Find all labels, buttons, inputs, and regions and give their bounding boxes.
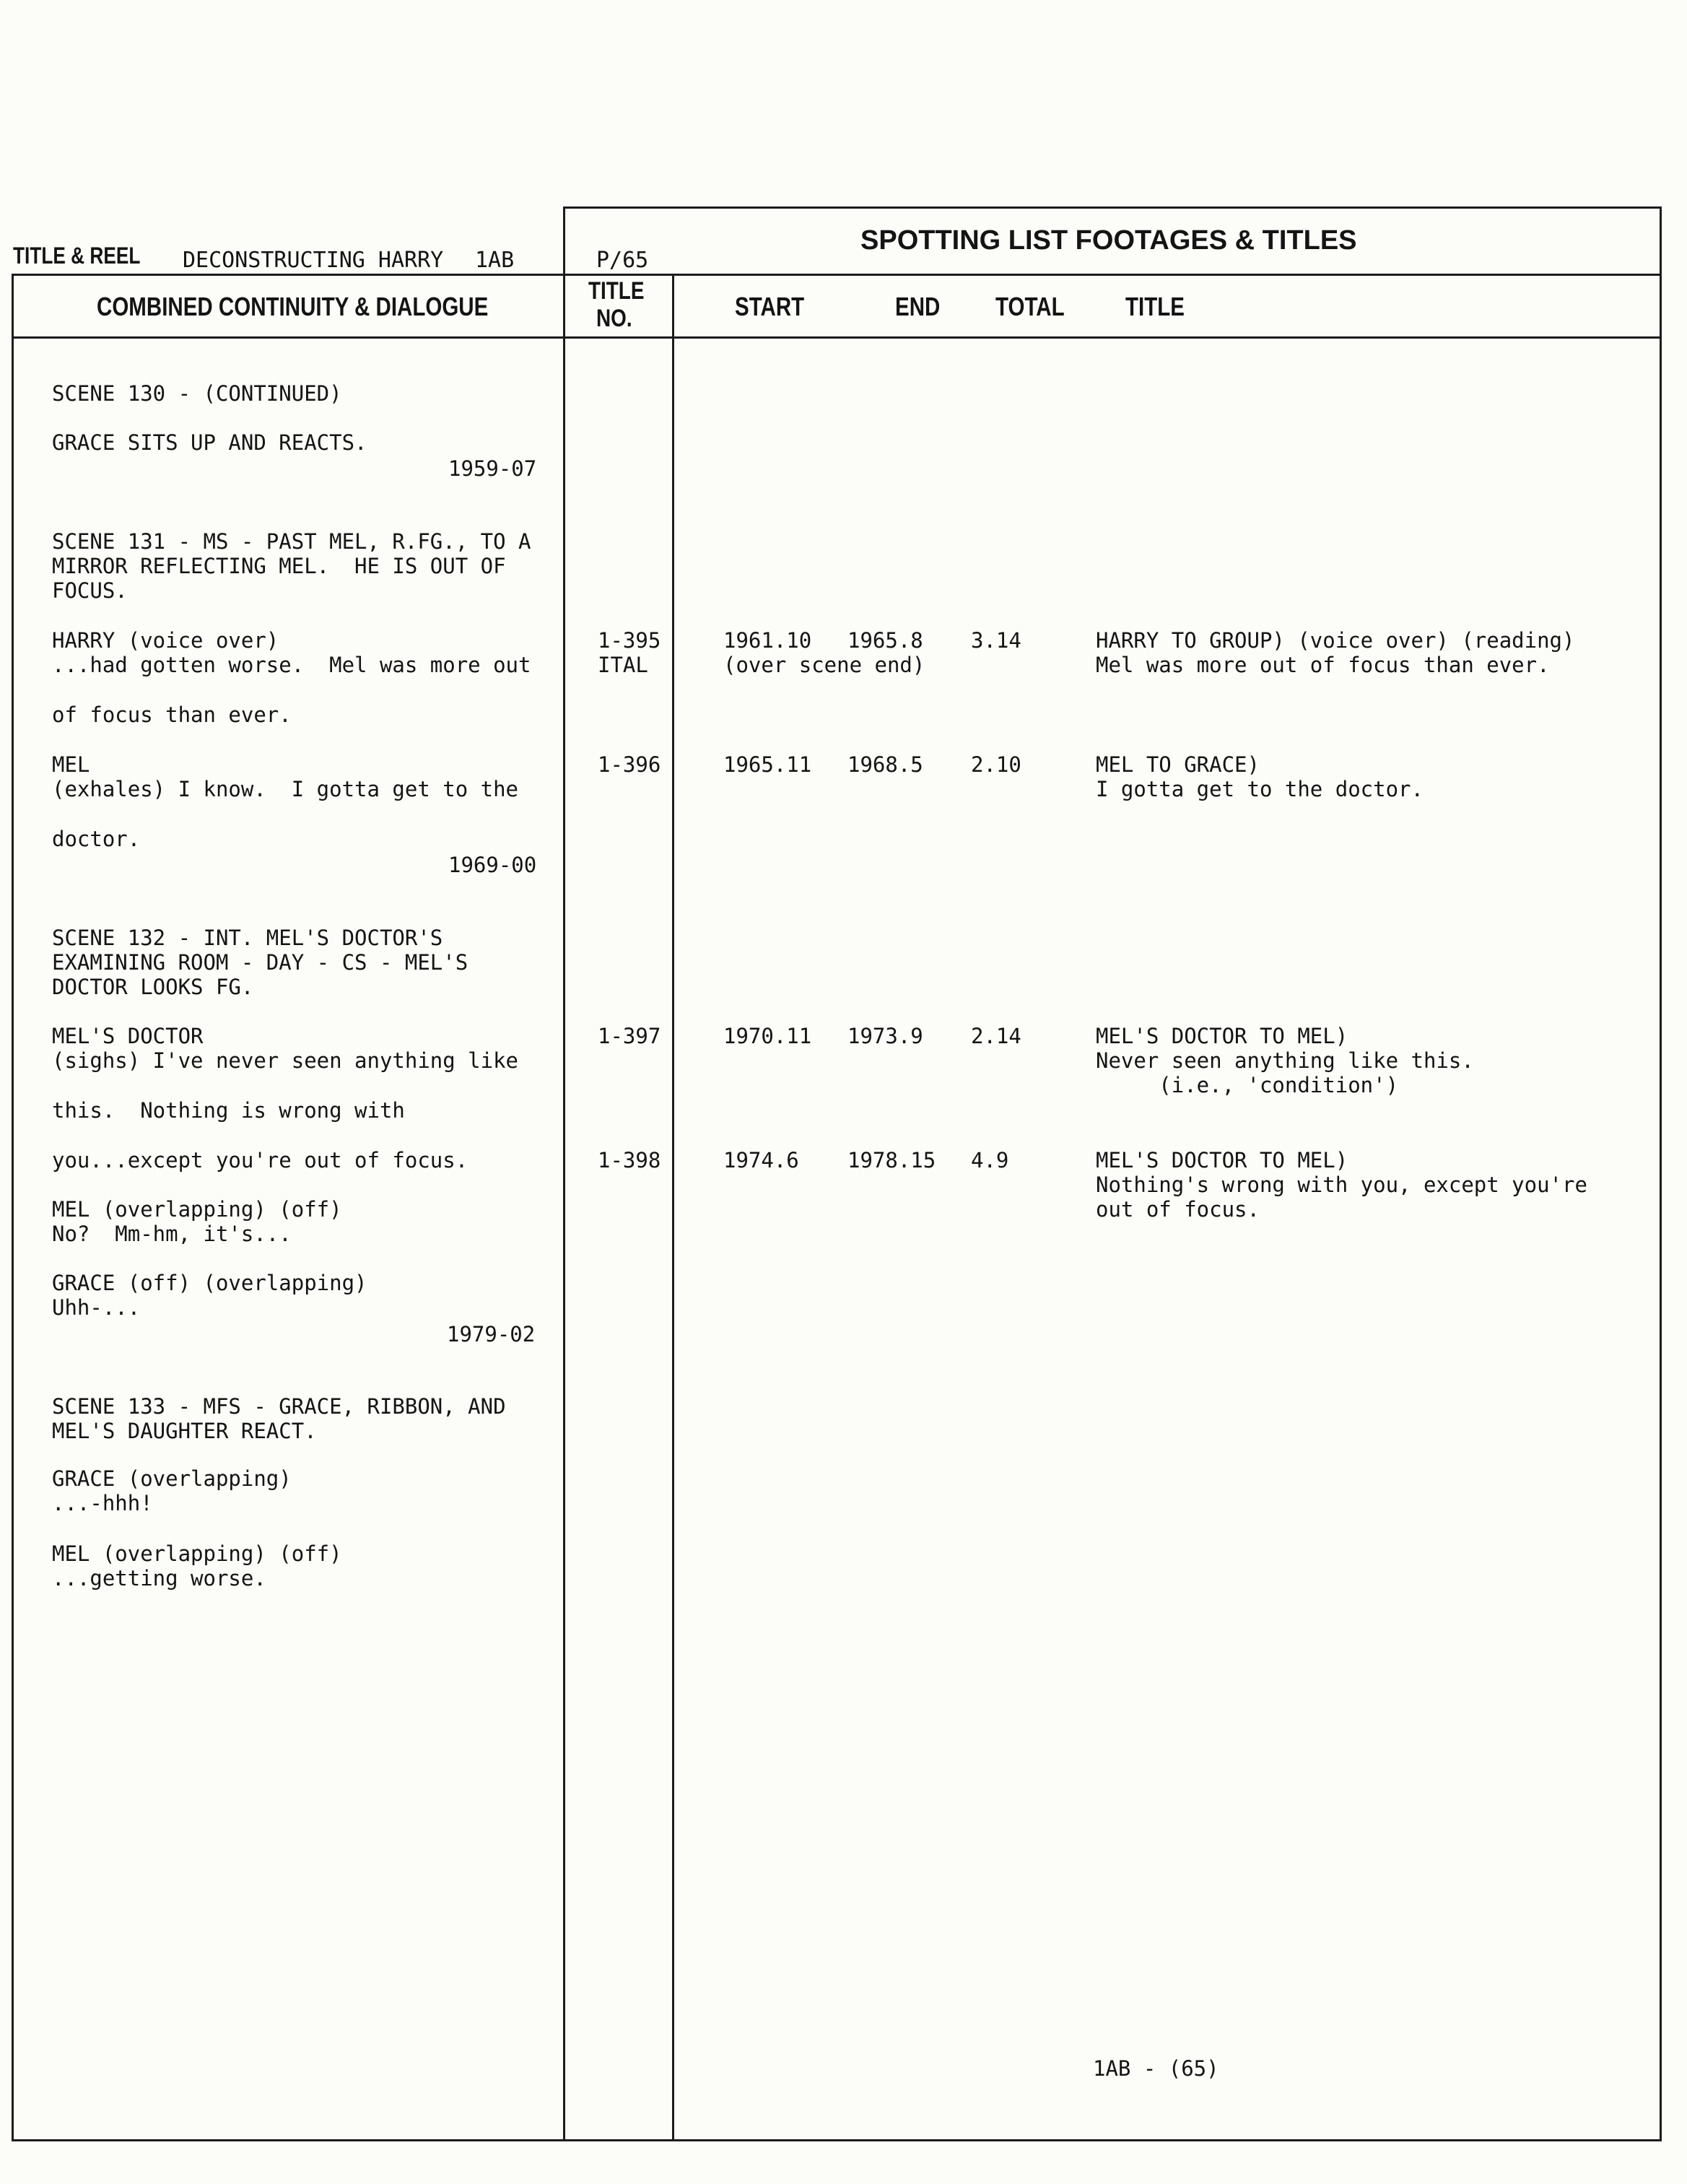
- title-row-no: 1-395 ITAL: [598, 628, 661, 677]
- title-row-no: 1-398: [598, 1148, 661, 1173]
- scene-133-dialogue-mel: MEL (overlapping) (off) ...getting worse.: [52, 1541, 342, 1591]
- scene-131-heading: SCENE 131 - MS - PAST MEL, R.FG., TO A MIRROR REFLECTING MEL. HE IS OUT OF FOCUS.: [52, 529, 531, 603]
- title-row-end: 1965.8: [847, 628, 923, 653]
- scene-132-dialogue-doctor-cont2: you...except you're out of focus.: [52, 1148, 468, 1173]
- title-row-start: 1961.10: [723, 628, 812, 653]
- scene-132-dialogue-grace: GRACE (off) (overlapping) Uhh-...: [52, 1271, 367, 1320]
- title-row-text: MEL'S DOCTOR TO MEL) Nothing's wrong with you, except you're out of focus.: [1096, 1148, 1587, 1222]
- scene-132-dialogue-mel: MEL (overlapping) (off) No? Mm-hm, it's...: [52, 1197, 342, 1246]
- scene-132-heading: SCENE 132 - INT. MEL'S DOCTOR'S EXAMINING ROOM - DAY - CS - MEL'S DOCTOR LOOKS FG.: [52, 926, 468, 999]
- col-start-header: START: [735, 292, 805, 321]
- frame-right: [1660, 206, 1662, 2141]
- header-rule-bottom: [12, 336, 1662, 339]
- title-row-no: 1-397: [598, 1024, 661, 1048]
- title-row-end: 1968.5: [847, 752, 923, 777]
- page-ref: P/65: [596, 248, 649, 273]
- frame-mid-right-top: [563, 206, 565, 274]
- scene-130-heading: SCENE 130 - (CONTINUED): [52, 381, 342, 406]
- col-title-header: TITLE: [1125, 292, 1185, 321]
- title-row-text: MEL'S DOCTOR TO MEL) Never seen anything like this. (i.e., 'condition'): [1096, 1024, 1474, 1097]
- title-row-start: 1965.11: [723, 752, 812, 777]
- scene-131-dialogue-harry: HARRY (voice over) ...had gotten worse. Mel was more out: [52, 628, 531, 677]
- scene-133-heading: SCENE 133 - MFS - GRACE, RIBBON, AND MEL'S DAUGHTER REACT.: [52, 1394, 506, 1443]
- scene-131-footage: 1969-00: [448, 853, 537, 877]
- title-row-start: 1970.11: [723, 1024, 812, 1048]
- title-row-total: 2.14: [971, 1024, 1021, 1048]
- title-row-end: 1973.9: [847, 1024, 923, 1048]
- scene-131-dialogue-harry-cont: of focus than ever.: [52, 702, 292, 727]
- scene-131-dialogue-mel-cont: doctor.: [52, 827, 141, 851]
- scene-133-dialogue-grace: GRACE (overlapping) ...-hhh!: [52, 1466, 292, 1515]
- header-rule-top: [12, 274, 1662, 276]
- scene-130-footage: 1959-07: [448, 456, 537, 481]
- col-end-header: END: [895, 292, 941, 321]
- title-row-total: 2.10: [971, 752, 1021, 777]
- col-title-no-header-1: TITLE: [588, 277, 645, 305]
- scene-132-footage: 1979-02: [447, 1322, 536, 1346]
- frame-divider-1: [563, 274, 565, 2141]
- title-row-total: 4.9: [971, 1148, 1009, 1173]
- title-reel-value: DECONSTRUCTING HARRY: [183, 248, 444, 273]
- reel-code: 1AB: [475, 248, 515, 273]
- title-row-text: MEL TO GRACE) I gotta get to the doctor.: [1096, 752, 1424, 801]
- col-title-no-header-2: NO.: [596, 305, 632, 332]
- col-continuity-header: COMBINED CONTINUITY & DIALOGUE: [97, 292, 489, 321]
- title-row-no: 1-396: [598, 752, 661, 777]
- frame-left: [12, 274, 14, 2141]
- scene-132-dialogue-doctor-cont1: this. Nothing is wrong with: [52, 1098, 405, 1123]
- col-total-header: TOTAL: [995, 292, 1065, 321]
- title-row-note: (over scene end): [723, 653, 925, 677]
- title-row-start: 1974.6: [723, 1148, 799, 1173]
- page-number: 1AB - (65): [1093, 2056, 1219, 2081]
- spotting-heading: SPOTTING LIST FOOTAGES & TITLES: [860, 225, 1357, 256]
- title-row-end: 1978.15: [847, 1148, 936, 1173]
- scene-130-action: GRACE SITS UP AND REACTS.: [52, 430, 367, 455]
- frame-top-right: [563, 206, 1662, 209]
- frame-bottom: [12, 2139, 1662, 2141]
- title-reel-label: TITLE & REEL: [13, 243, 141, 269]
- frame-divider-2: [672, 274, 674, 2141]
- title-row-text: HARRY TO GROUP) (voice over) (reading) Mel was more out of focus than ever.: [1096, 628, 1575, 677]
- scene-132-dialogue-doctor: MEL'S DOCTOR (sighs) I've never seen anything like: [52, 1024, 519, 1073]
- scene-131-dialogue-mel: MEL (exhales) I know. I gotta get to the: [52, 752, 519, 801]
- title-row-total: 3.14: [971, 628, 1021, 653]
